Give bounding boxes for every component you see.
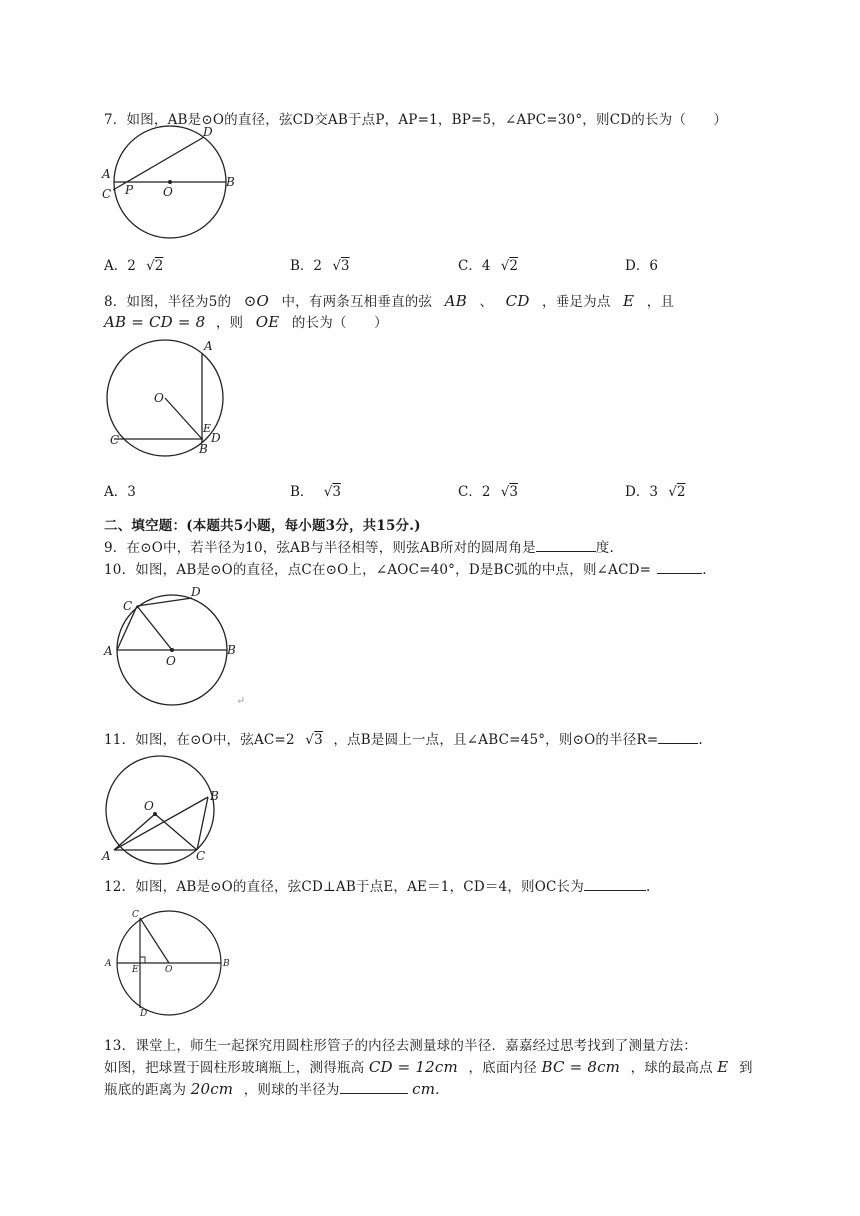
answer-blank[interactable]	[340, 1081, 408, 1094]
sqrt-sign: √2	[668, 484, 686, 500]
q10-text: 10．如图，AB是⊙O的直径，点C在⊙O上，∠AOC=40°，D是BC弧的中点，则∠ACD= .	[104, 562, 707, 578]
q12-label-a: A	[105, 959, 112, 969]
q12-label-e: E	[132, 965, 139, 975]
sqrt-sign: √3	[500, 484, 518, 500]
q7-label-p: P	[125, 183, 134, 197]
q12-label-o: O	[165, 965, 173, 975]
q11-figure	[100, 754, 235, 873]
q8-stem-line2: AB = CD = 8 ，则 OE 的长为（ ）	[104, 313, 388, 331]
q10-label-d: D	[191, 585, 201, 599]
q8-option-c-text: C．2	[458, 484, 491, 500]
q10-label-o: O	[166, 654, 176, 668]
q7-option-b[interactable]	[290, 254, 350, 274]
sqrt-sign: √2	[146, 258, 164, 274]
q8-label-d: D	[211, 431, 221, 445]
q7-option-a-text: A．2	[104, 258, 136, 274]
sqrt-sign: √2	[500, 258, 518, 274]
sqrt-sign: √3	[305, 732, 323, 748]
q11-label-b: B	[210, 789, 219, 803]
q10-figure	[100, 580, 245, 714]
q13-line2: 如图，把球置于圆柱形玻璃瓶上，测得瓶高 CD = 12cm ，底面内径 BC = 8cm ，球的最高点 E 到	[104, 1058, 753, 1076]
q12-label-b: B	[223, 959, 230, 969]
q7-figure	[100, 122, 245, 246]
section-heading: 二、填空题：(本题共5小题，每小题3分，共15分.)	[104, 518, 421, 534]
q7-option-d[interactable]	[625, 254, 658, 274]
q8-label-c: C	[110, 433, 120, 447]
q8-option-d-text: D．3	[625, 484, 658, 500]
q7-option-d-text: D．6	[625, 258, 658, 274]
q11-label-c: C	[196, 849, 206, 863]
q11-text: 11．如图，在⊙O中，弦AC=2 √3 ，点B是圆上一点，且∠ABC=45°，则⊙O的半径R= .	[104, 732, 703, 748]
q10-label-c: C	[123, 599, 133, 613]
q8-option-a-text: A．3	[104, 484, 136, 500]
q9-text: 9．在⊙O中，若半径为10，弦AB与半径相等，则弦AB所对的圆周角是 度.	[104, 540, 614, 556]
q8-label-e: E	[203, 422, 212, 435]
q7-option-c[interactable]	[458, 254, 518, 274]
q8-option-b-text: B．	[290, 484, 314, 500]
q8-option-a[interactable]	[104, 480, 136, 500]
q7-label-a: A	[102, 167, 111, 181]
q11-label-a: A	[102, 849, 111, 863]
q12-text: 12．如图，AB是⊙O的直径，弦CD⊥AB于点E，AE＝1，CD＝4，则OC长为 .	[104, 879, 651, 895]
q11-label-o: O	[144, 799, 154, 813]
q8-label-o: O	[154, 391, 164, 405]
q7-label-d: D	[203, 125, 213, 139]
q12-label-c: C	[132, 910, 139, 920]
q8-option-b[interactable]	[290, 480, 341, 500]
q8-option-d[interactable]	[625, 480, 685, 500]
q10-label-a: A	[104, 644, 113, 658]
q7-stem: 7．如图，AB是⊙O的直径，弦CD交AB于点P，AP=1，BP=5，∠APC=30°，则CD的长为（ ）	[104, 112, 728, 128]
q8-figure	[100, 336, 235, 460]
q8-label-a: A	[204, 339, 213, 353]
sqrt-sign: √3	[323, 484, 341, 500]
answer-blank[interactable]	[536, 539, 596, 552]
paragraph-return-mark: ↵	[236, 694, 246, 707]
q7-label-c: C	[102, 187, 112, 201]
q12-figure	[104, 906, 239, 1025]
answer-blank[interactable]	[584, 878, 646, 891]
q8-stem-line1: 8．如图，半径为5的 ⊙O 中，有两条互相垂直的弦 AB 、 CD ，垂足为点 E ，且	[104, 292, 675, 310]
answer-blank[interactable]	[657, 561, 702, 574]
sqrt-sign: √3	[332, 258, 350, 274]
q8-label-b: B	[199, 442, 208, 456]
answer-blank[interactable]	[658, 731, 698, 744]
q13-line1: 13．课堂上，师生一起探究用圆柱形管子的内径去测量球的半径．嘉嘉经过思考找到了测量方法：	[104, 1038, 697, 1054]
q7-label-o: O	[163, 185, 173, 199]
q7-option-c-text: C．4	[458, 258, 491, 274]
q12-label-d: D	[140, 1009, 148, 1019]
q10-label-b: B	[227, 643, 236, 657]
q13-line3: 瓶底的距离为 20cm ，则球的半径为 cm.	[104, 1080, 440, 1098]
q7-label-b: B	[226, 175, 235, 189]
q8-option-c[interactable]	[458, 480, 518, 500]
q7-option-b-text: B．2	[290, 258, 323, 274]
q7-option-a[interactable]	[104, 254, 163, 274]
